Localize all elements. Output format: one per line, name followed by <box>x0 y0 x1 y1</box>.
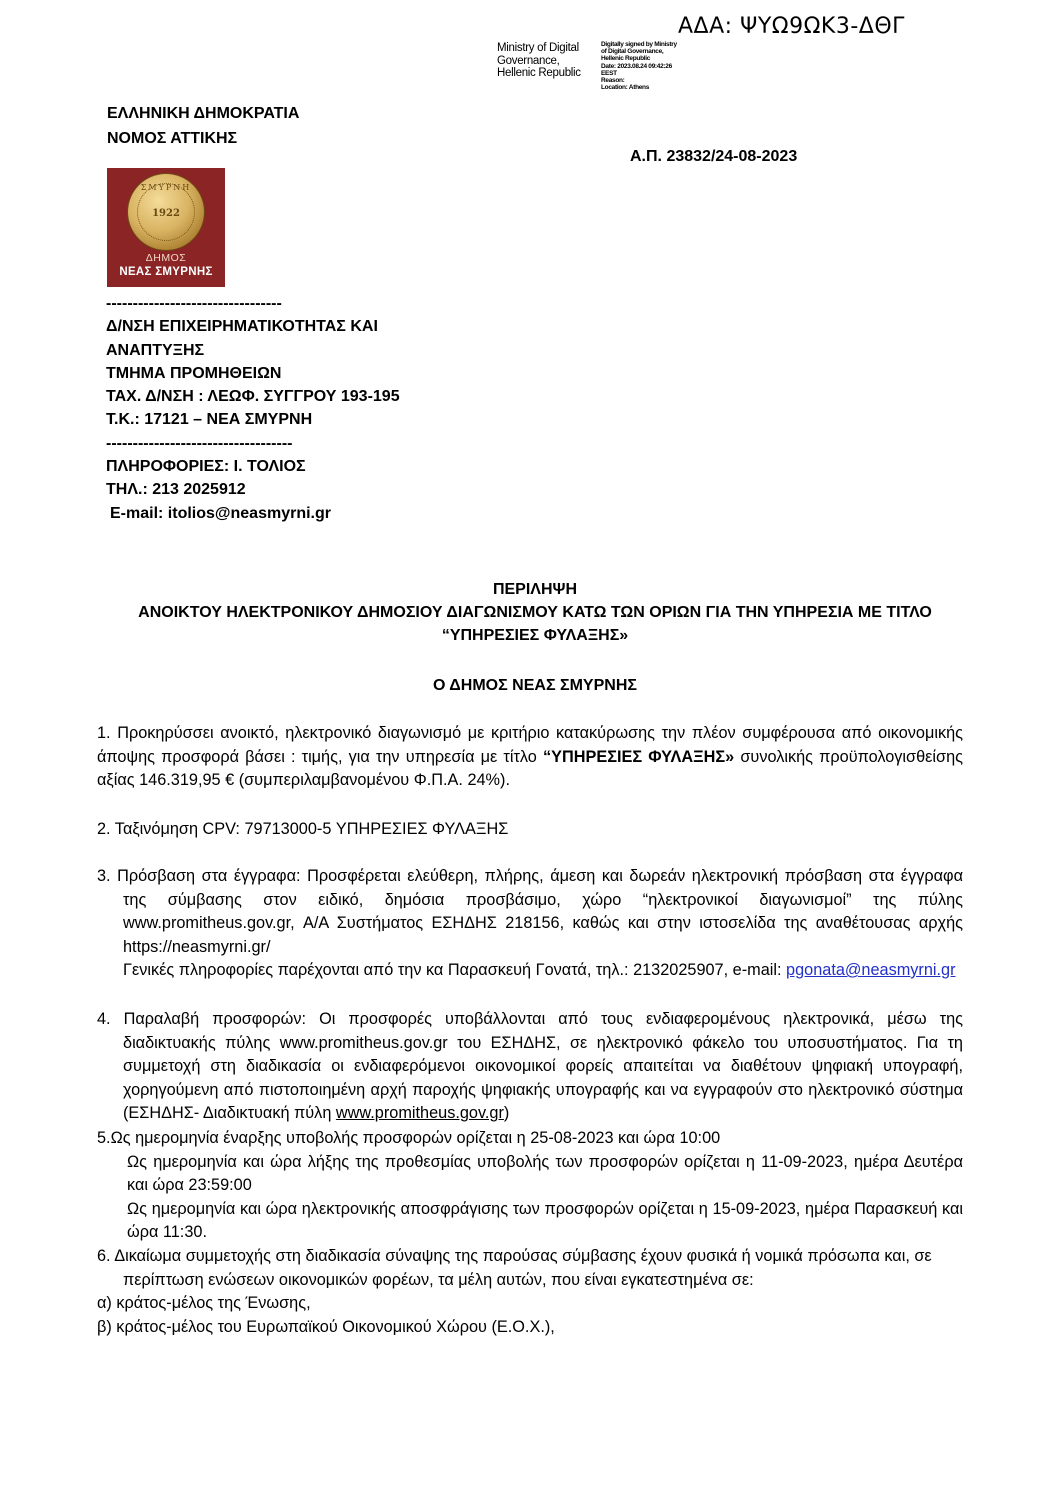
signature-detail-line: Hellenic Republic <box>601 55 651 63</box>
paragraph-1: 1. Προκηρύσσει ανοικτό, ηλεκτρονικό διαγωνισμό με κριτήριο κατακύρωσης την πλέον συμφέρουσα από οικονομικής άποψης προσφορά βάσει : τιμής, για την υπηρεσία με τίτλο “ΥΠΗΡΕΣΙΕΣ ΦΥΛΑΞΗΣ» συνολικής προϋπολογισθείσης αξίας 146.319,95 € (συμπεριλαμβανομένου Φ.Π.Α. 24%). <box>97 724 963 789</box>
promitheus-link[interactable]: www.promitheus.gov.gr <box>335 1104 504 1122</box>
postal-code: Τ.Κ.: 17121 – ΝΕΑ ΣΜΥΡΝΗ <box>106 411 313 429</box>
section-name: ΤΜΗΜΑ ΠΡΟΜΗΘΕΙΩΝ <box>106 364 282 382</box>
paragraph-5-dates <box>97 1127 963 1245</box>
signature-detail-line: EEST <box>601 69 617 77</box>
country-label: ΕΛΛΗΝΙΚΗ ΔΗΜΟΚΡΑΤΙΑ <box>107 105 300 122</box>
ada-code: ΑΔΑ: ΨΥΩ9ΩΚ3-ΔΘΓ <box>678 14 905 39</box>
contact-email-link[interactable]: pgonata@neasmyrni.gr <box>786 961 956 979</box>
issuer-header <box>107 101 299 151</box>
contact-person: ΠΛΗΡΟΦΟΡΙΕΣ: Ι. ΤΟΛΙΟΣ <box>106 458 306 476</box>
contact-phone: ΤΗΛ.: 213 2025912 <box>106 481 246 499</box>
signer-name <box>497 42 581 80</box>
paragraph-3-access: 3. Πρόσβαση στα έγγραφα: Προσφέρεται ελεύθερη, πλήρης, άμεση και δωρεάν ηλεκτρονική πρόσβαση στα έγγραφα της σύμβασης στον ειδικό, δημόσια προσβάσιμο, χώρο “ηλεκτρονικοί διαγωνισμοί” της πύλης www.promitheus.gov.gr, Α/Α Συστήματος ΕΣΗΔΗΣ 218156, καθώς και στην ιστοσελίδα της αναθέτουσας αρχής https://neasmyrni.gr/ Γενικές πληροφορίες παρέχονται από την κα Παρασκευή Γονατά, τηλ.: 2132025907, e-mail: pgonata@neasmyrni.gr <box>97 867 963 979</box>
signer-name-line: Hellenic Republic <box>497 67 581 79</box>
signer-name-line: Ministry of Digital <box>497 42 579 54</box>
separator: ----------------------------------- <box>106 434 293 452</box>
eligibility-item: α) κράτος-μέλος της Ένωσης, <box>97 1294 311 1312</box>
municipality-logo <box>107 168 225 287</box>
signer-name-line: Governance, <box>497 54 560 67</box>
authority-name: Ο ΔΗΜΟΣ ΝΕΑΣ ΣΜΥΡΝΗΣ <box>433 677 637 694</box>
paragraph-6-eligibility: 6. Δικαίωμα συμμετοχής στη διαδικασία σύναψης της παρούσας σύμβασης έχουν φυσικά ή νομικά πρόσωπα και, σε περίπτωση ενώσεων οικονομικών φορέων, τα μέλη αυτών, που είναι εγκατεστημένα σε: α) κράτος-μέλος της Ένωσης, β) κράτος-μέλος του Ευρωπαϊκού Οικονομικού Χώρου (Ε.Ο.Χ.), <box>97 1245 963 1339</box>
department-info <box>106 292 400 525</box>
logo-text-line2: ΝΕΑΣ ΣΜΥΡΝΗΣ <box>119 266 213 278</box>
submission-deadline: Ως ημερομηνία και ώρα λήξης της προθεσμίας υποβολής των προσφορών ορίζεται η 11-09-2023, ημέρα Δευτέρα και ώρα 23:59:00 <box>127 1152 963 1194</box>
signature-details <box>601 41 677 91</box>
protocol-number: Α.Π. 23832/24-08-2023 <box>630 148 798 165</box>
postal-address: ΤΑΧ. Δ/ΝΣΗ : ΛΕΩΦ. ΣΥΓΓΡΟΥ 193-195 <box>106 388 400 406</box>
service-title: “ΥΠΗΡΕΣΙΕΣ ΦΥΛΑΞΗΣ» <box>441 627 629 644</box>
department-name: Δ/ΝΣΗ ΕΠΙΧΕΙΡΗΜΑΤΙΚΟΤΗΤΑΣ ΚΑΙ <box>106 318 378 336</box>
signature-detail-line: Digitally signed by Ministry <box>601 41 677 48</box>
signature-detail-line: Date: 2023.08.24 09:42:26 <box>601 62 672 70</box>
paragraph-4-submission: 4. Παραλαβή προσφορών: Οι προσφορές υποβάλλονται από τους ενδιαφερομένους ηλεκτρονικά, μέσω της διαδικτυακής πύλης www.promitheus.gov.gr του ΕΣΗΔΗΣ, σε ηλεκτρονικό φάκελο του υποσυστήματος. Για τη συμμετοχή στη διαδικασία οι ενδιαφερόμενοι οικονομικοί φορείς απαιτείται να διαθέτουν ψηφιακή υπογραφή, χορηγούμενη από πιστοποιημένη αρχή παροχής ψηφιακής υπογραφής και να εγγραφούν στο ηλεκτρονικό σύστημα (ΕΣΗΔΗΣ- Διαδικτυακή πύλη www.promitheus.gov.gr) <box>97 1010 963 1122</box>
contact-email: E-mail: itolios@neasmyrni.gr <box>110 504 331 522</box>
submission-start: 5.Ως ημερομηνία έναρξης υποβολής προσφορών ορίζεται η 25-08-2023 και ώρα 10:00 <box>97 1129 721 1147</box>
doc-subtitle: ΑΝΟΙΚΤΟΥ ΗΛΕΚΤΡΟΝΙΚΟΥ ΔΗΜΟΣΙΟΥ ΔΙΑΓΩΝΙΣΜΟΥ ΚΑΤΩ ΤΩΝ ΟΡΙΩΝ ΓΙΑ ΤΗΝ ΥΠΗΡΕΣΙΑ ΜΕ ΤΙΤΛΟ <box>138 604 932 621</box>
logo-text-line1: ΔΗΜΟΣ <box>145 252 187 264</box>
service-title-inline: “ΥΠΗΡΕΣΙΕΣ ΦΥΛΑΞΗΣ» <box>542 747 735 766</box>
opening-date: Ως ημερομηνία και ώρα ηλεκτρονικής αποσφράγισης των προσφορών ορίζεται η 15-09-2023, ημέρα Παρασκευή και ώρα 11:30. <box>127 1199 963 1241</box>
department-name: ΑΝΑΠΤΥΞΗΣ <box>106 341 205 359</box>
prefecture-label: ΝΟΜΟΣ ΑΤΤΙΚΗΣ <box>107 130 238 147</box>
paragraph-2-cpv: 2. Ταξινόμηση CPV: 79713000-5 ΥΠΗΡΕΣΙΕΣ ΦΥΛΑΞΗΣ <box>97 820 509 838</box>
signature-detail-line: Location: Athens <box>601 84 650 92</box>
eligibility-item: β) κράτος-μέλος του Ευρωπαϊκού Οικονομικού Χώρου (Ε.Ο.Χ.), <box>97 1317 555 1336</box>
separator: --------------------------------- <box>106 295 282 312</box>
signature-detail-line: of Digital Governance, <box>601 48 664 56</box>
signature-detail-line: Reason: <box>601 77 625 85</box>
coin-emblem-icon: ΣΜΥΡΝΗ 1922 <box>128 174 204 250</box>
doc-title: ΠΕΡΙΛΗΨΗ <box>492 581 578 598</box>
